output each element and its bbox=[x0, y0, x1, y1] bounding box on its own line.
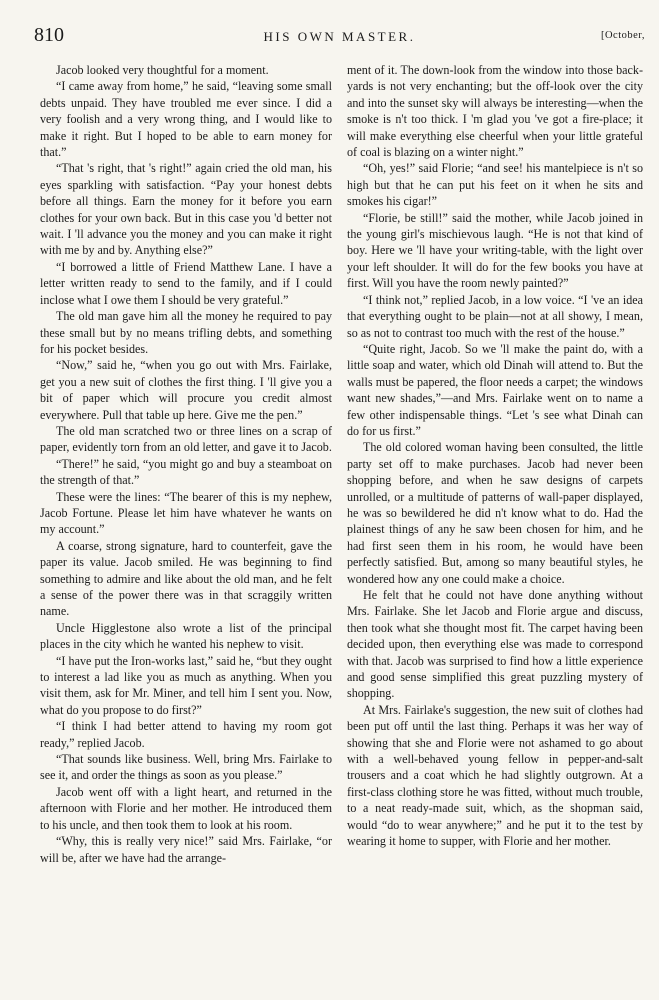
paragraph: “Now,” said he, “when you go out with Mrs. Fairlake, get you a new suit of clothes the first thing. I 'll give you a bit of paper which will procure you credit almost everywhere. Pull that table up here. Give me the pen.” bbox=[40, 358, 332, 422]
right-column bbox=[347, 62, 643, 850]
paragraph: The old man scratched two or three lines on a scrap of paper, evidently torn from an old letter, and gave it to Jacob. bbox=[40, 423, 332, 455]
paragraph-continued: ment of it. The down-look from the window into those back-yards is not very enchanting; but the off-look over the city and into the sunset sky will always be interesting—when the smoke is n't too thick. I 'm glad you 've got a fire-place; it will make everything else cheerful when your little grateful of coal is blazing on a winter night.” bbox=[347, 63, 643, 160]
paragraph: “Florie, be still!” said the mother, while Jacob joined in the young girl's mischievous laugh. “He is not that kind of boy. Here we 'll have your writing-table, with the light over your left shoulder. It will do for the few books you have at first. Will you have the room newly painted?” bbox=[347, 210, 643, 291]
paragraph: Jacob looked very thoughtful for a moment. bbox=[56, 63, 269, 77]
paragraph: “I came away from home,” he said, “leaving some small debts unpaid. They have troubled me ever since. I did a very foolish and a very wrong thing, and I would like to make it right. But I hoped to be able to earn money for that.” bbox=[40, 79, 332, 160]
paragraph: A coarse, strong signature, hard to counterfeit, gave the paper its value. Jacob smiled. He was beginning to find something to admire and like about the old man, and he felt a sense of the power there was in that scraggily written name. bbox=[40, 538, 332, 619]
paragraph: The old colored woman having been consulted, the little party set off to make purchases. Jacob had never been shopping before, and when he saw designs of carpets unrolled, or a multitude of patterns of wall-paper displayed, he was so bewildered he did n't know what to do. Had the plainest things of any he saw been chosen for him, and he had first seen them in his room, he would have been perfectly satisfied. But, among so many beautiful styles, he wondered how any one could make a choice. bbox=[347, 440, 643, 586]
paragraph: “Quite right, Jacob. So we 'll make the paint do, with a little soap and water, which old Dinah will attend to. But the walls must be papered, the floor needs a carpet; the windows want new shades,”—and Mrs. Fairlake went on to name a few other indispensable things. “Let 's see what Dinah can do for us first.” bbox=[347, 341, 643, 438]
paragraph: He felt that he could not have done anything without Mrs. Fairlake. She let Jacob and Florie argue and discuss, then took what she thought most fit. The carpet having been decided upon, then everything else was made to correspond with that. Jacob was surprised to find how a little experience and good sense simplified this great puzzling mystery of shopping. bbox=[347, 588, 643, 701]
paragraph: “That 's right, that 's right!” again cried the old man, his eyes sparkling with satisfaction. “Pay your honest debts before all things. Earn the money for it before you earn clothes for your own back. But in this case you 'd better not wait. I 'll advance you the money and you can make it right with me by and by. Anything else?” bbox=[40, 161, 332, 258]
paragraph: The old man gave him all the money he required to pay these small but by no means trifling debts, and something for his pocket besides. bbox=[40, 309, 332, 356]
paragraph: “Why, this is really very nice!” said Mrs. Fairlake, “or will be, after we have had the arrange- bbox=[40, 834, 332, 865]
paragraph: “That sounds like business. Well, bring Mrs. Fairlake to see it, and order the things as soon as you please.” bbox=[40, 752, 332, 783]
page-number: 810 bbox=[34, 24, 64, 46]
issue-label: [October, bbox=[600, 30, 645, 41]
paragraph: “There!” he said, “you might go and buy a steamboat on the strength of that.” bbox=[40, 456, 332, 488]
paragraph: “I think I had better attend to having my room got ready,” replied Jacob. bbox=[40, 719, 332, 750]
paragraph: “I have put the Iron-works last,” said he, “but they ought to interest a lad like you as much as anything. When you visit them, ask for Mr. Miner, and tell him I sent you. Now, what do you propose to do first?” bbox=[40, 653, 332, 717]
left-column bbox=[40, 62, 332, 866]
running-title: HIS OWN MASTER. bbox=[263, 29, 416, 44]
paragraph: “I think not,” replied Jacob, in a low voice. “I 've an idea that everything ought to be plain—not at all showy, I mean, so as not to contrast too much with the rest of the house.” bbox=[347, 292, 643, 340]
page-header bbox=[34, 22, 645, 48]
paragraph: “Oh, yes!” said Florie; “and see! his mantelpiece is n't so high but that he can put his feet on it when he sits and smokes his cigar!” bbox=[347, 161, 643, 209]
paragraph: Jacob went off with a light heart, and returned in the afternoon with Florie and her mother. He introduced them to his uncle, and then took them to look at his room. bbox=[40, 784, 332, 832]
paragraph: At Mrs. Fairlake's suggestion, the new suit of clothes had been put off until the last thing. Perhaps it was her way of showing that she and Florie were not ashamed to go about with a well-behaved young fellow in pepper-and-salt trousers and a coat which he had slightly outgrown. At a first-class clothing store he was fitted, without much trouble, to a neat ready-made suit, which, as the shopman said, would “do to wear anywhere;” and he put it to the test by wearing it home to supper, with Florie and her mother. bbox=[347, 702, 643, 849]
paragraph: “I borrowed a little of Friend Matthew Lane. I have a letter written ready to send to the family, and if I could inclose what I owe them I should be very grateful.” bbox=[40, 259, 332, 307]
paragraph: Uncle Higglestone also wrote a list of the principal places in the city which he wanted his nephew to visit. bbox=[40, 620, 332, 652]
paragraph: These were the lines: “The bearer of this is my nephew, Jacob Fortune. Please let him have whatever he wants on my account.” bbox=[40, 489, 332, 537]
